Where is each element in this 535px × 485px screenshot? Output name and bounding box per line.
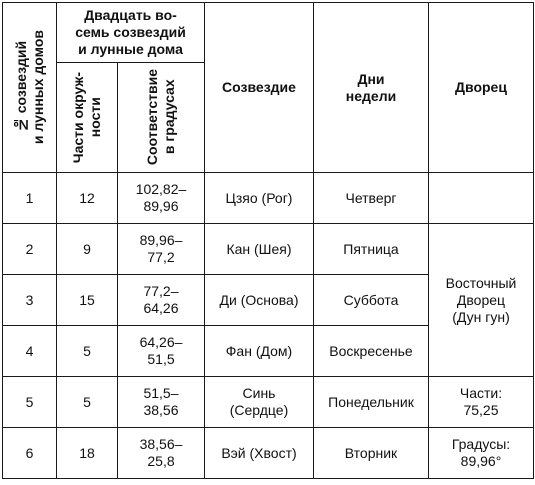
cell-constellation: Ди (Основа): [205, 275, 314, 326]
cell-degrees: 51,5– 38,56: [118, 377, 205, 428]
header-number-label: № созвездий и лунных домов: [12, 30, 46, 145]
cell-number: 5: [3, 377, 57, 428]
cell-degrees: 77,2– 64,26: [118, 275, 205, 326]
cell-parts: 12: [57, 173, 118, 224]
cell-parts: 18: [57, 428, 118, 479]
cell-constellation: Синь (Сердце): [205, 377, 314, 428]
cell-palace-degrees-total: Градусы: 89,96°: [429, 428, 534, 479]
cell-number: 1: [3, 173, 57, 224]
cell-palace-eastern: Восточный Дворец (Дун гун): [429, 224, 534, 377]
header-degrees-cell: [118, 63, 205, 173]
header-degrees-label: Соответствие в градусах: [144, 69, 177, 166]
cell-palace-empty: [429, 173, 534, 224]
cell-weekday: Пятница: [314, 224, 429, 275]
cell-constellation: Кан (Шея): [205, 224, 314, 275]
header-parts-cell: [57, 63, 118, 173]
cell-parts: 5: [57, 377, 118, 428]
table-row: [3, 377, 534, 428]
cell-constellation: Цзяо (Рог): [205, 173, 314, 224]
cell-degrees: 38,56– 25,8: [118, 428, 205, 479]
header-group-cell: Двадцать во- семь созвездий и лунные дома: [57, 3, 205, 63]
cell-number: 4: [3, 326, 57, 377]
cell-constellation: Вэй (Хвост): [205, 428, 314, 479]
header-parts-label: Части окруж- ности: [70, 71, 103, 164]
cell-degrees: 64,26– 51,5: [118, 326, 205, 377]
cell-number: 3: [3, 275, 57, 326]
cell-palace-parts-total: Части: 75,25: [429, 377, 534, 428]
cell-weekday: Четверг: [314, 173, 429, 224]
header-weekday-cell: Дни недели: [314, 3, 429, 173]
table-row: [3, 428, 534, 479]
cell-number: 2: [3, 224, 57, 275]
cell-parts: 9: [57, 224, 118, 275]
cell-weekday: Воскресенье: [314, 326, 429, 377]
cell-degrees: 102,82– 89,96: [118, 173, 205, 224]
table-row: [3, 224, 534, 275]
header-number-cell: [3, 3, 57, 173]
header-row-top: [3, 3, 534, 63]
cell-number: 6: [3, 428, 57, 479]
cell-weekday: Вторник: [314, 428, 429, 479]
table-row: [3, 173, 534, 224]
cell-parts: 15: [57, 275, 118, 326]
cell-constellation: Фан (Дом): [205, 326, 314, 377]
cell-weekday: Суббота: [314, 275, 429, 326]
cell-weekday: Понедельник: [314, 377, 429, 428]
cell-parts: 5: [57, 326, 118, 377]
cell-degrees: 89,96– 77,2: [118, 224, 205, 275]
header-constellation-cell: Созвездие: [205, 3, 314, 173]
constellations-table: [2, 2, 534, 479]
header-palace-cell: Дворец: [429, 3, 534, 173]
